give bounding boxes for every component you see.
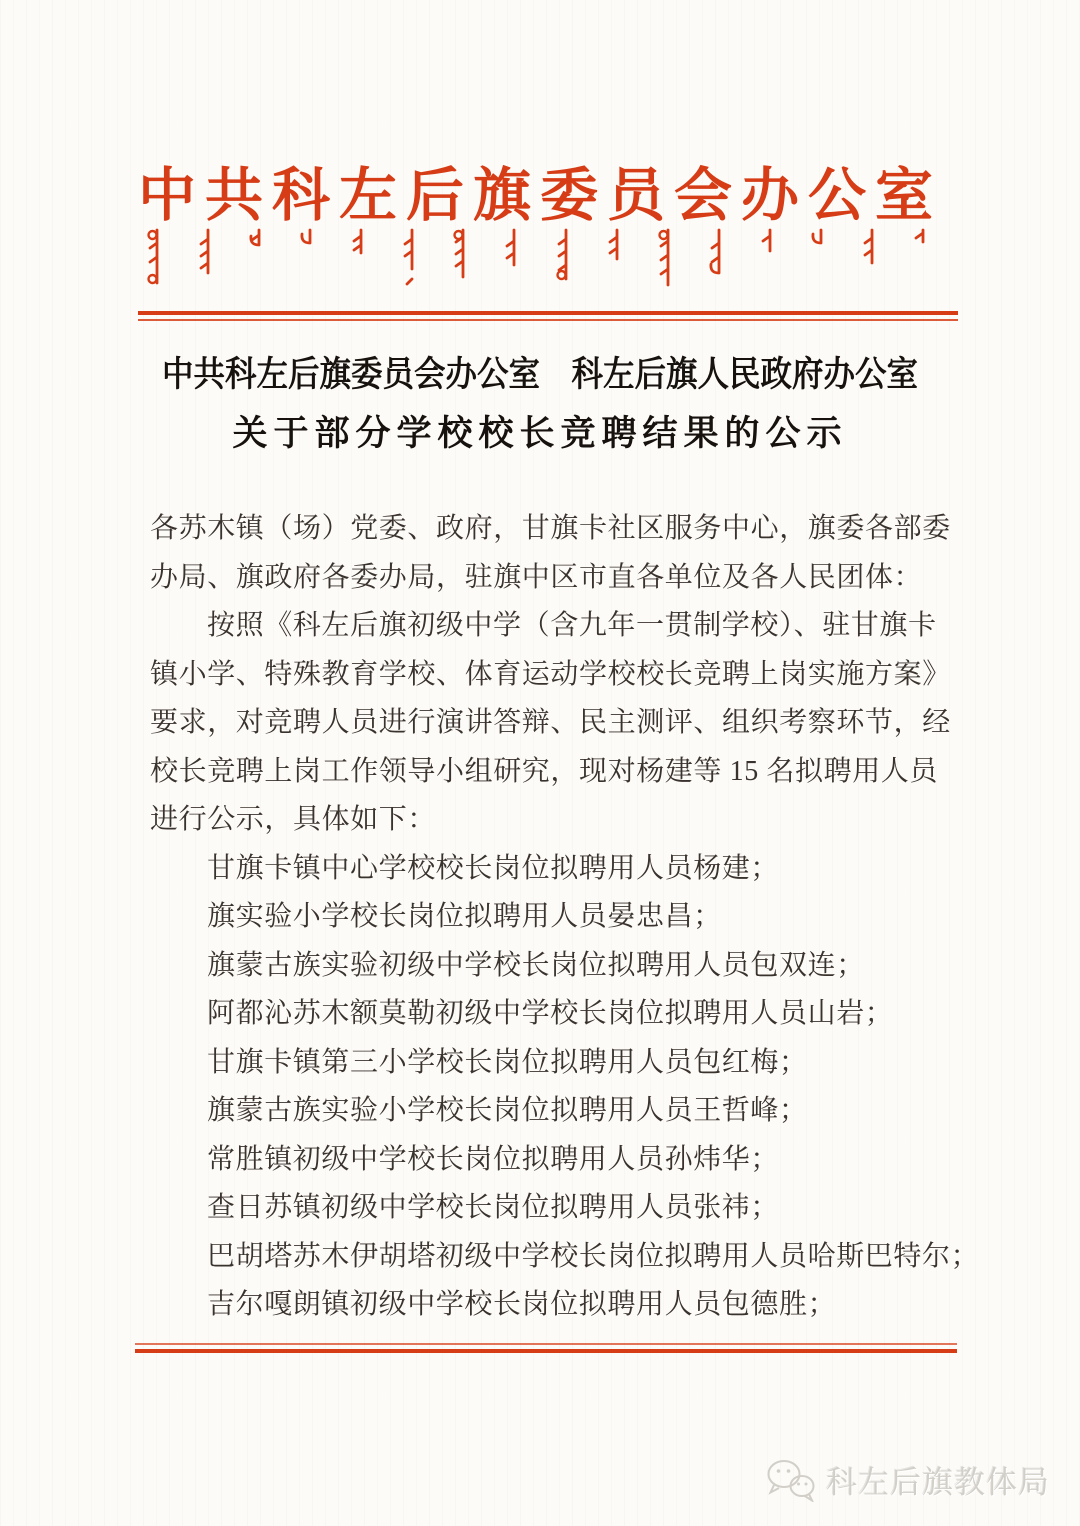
footer-divider-rule bbox=[135, 1343, 957, 1353]
mongolian-glyph bbox=[708, 227, 730, 313]
mongolian-glyph bbox=[401, 227, 423, 313]
document-title-line2: 关于部分学校校长竞聘结果的公示 bbox=[232, 414, 848, 453]
mongolian-glyph bbox=[606, 227, 628, 313]
body-text-line: 办局、旗政府各委办局，驻旗中区市直各单位及各人民团体： bbox=[150, 561, 923, 593]
wechat-icon bbox=[764, 1458, 818, 1502]
document-title-line1: 中共科左后旗委员会办公室 科左后旗人民政府办公室 bbox=[161, 355, 918, 394]
mongolian-glyph bbox=[555, 227, 577, 313]
mongolian-glyph bbox=[197, 227, 219, 313]
header-rule-thin-line bbox=[138, 319, 958, 321]
mongolian-glyph bbox=[350, 227, 372, 313]
body-text-line: 吉尔嘎朗镇初级中学校长岗位拟聘用人员包德胜； bbox=[207, 1289, 837, 1320]
body-text-line: 巴胡塔苏木伊胡塔初级中学校长岗位拟聘用人员哈斯巴特尔； bbox=[207, 1240, 980, 1272]
footer-rule-thin-line bbox=[135, 1343, 957, 1345]
footer-rule-thick-line bbox=[135, 1349, 957, 1353]
mongolian-glyph bbox=[452, 227, 474, 313]
mongolian-glyph bbox=[810, 227, 832, 313]
mongolian-glyph bbox=[503, 227, 525, 313]
mongolian-glyph bbox=[299, 227, 321, 313]
body-text-line: 要求，对竞聘人员进行演讲答辩、民主测评、组织考察环节，经 bbox=[150, 707, 951, 738]
mongolian-script-line bbox=[146, 227, 934, 315]
body-text-line: 校长竞聘上岗工作领导小组研究，现对杨建等 15 名拟聘用人员 bbox=[150, 755, 939, 787]
header-divider-rule bbox=[138, 311, 958, 321]
body-text-line: 按照《科左后旗初级中学（含九年一贯制学校）、驻甘旗卡 bbox=[207, 610, 937, 641]
body-text-line: 镇小学、特殊教育学校、体育运动学校校长竞聘上岗实施方案》 bbox=[150, 658, 951, 690]
watermark-label: 科左后旗教体局 bbox=[826, 1465, 1050, 1500]
document-title bbox=[0, 347, 1080, 456]
body-text-line: 阿都沁苏木额莫勒初级中学校长岗位拟聘用人员山岩； bbox=[207, 998, 894, 1029]
body-text-line: 甘旗卡镇中心学校校长岗位拟聘用人员杨建； bbox=[207, 852, 780, 884]
mongolian-glyph bbox=[861, 227, 883, 313]
body-text-line: 旗实验小学校长岗位拟聘用人员晏忠昌； bbox=[207, 901, 722, 932]
mongolian-glyph bbox=[912, 227, 934, 313]
document-body bbox=[150, 505, 980, 1330]
watermark bbox=[764, 1457, 1050, 1502]
body-text-line: 查日苏镇初级中学校长岗位拟聘用人员张祎； bbox=[207, 1192, 780, 1223]
body-text-line: 旗蒙古族实验小学校长岗位拟聘用人员王哲峰； bbox=[207, 1095, 808, 1126]
body-text-line: 甘旗卡镇第三小学校长岗位拟聘用人员包红梅； bbox=[207, 1046, 808, 1078]
letterhead-org-name: 中共科左后旗委员会办公室 bbox=[137, 163, 942, 228]
header-rule-thick-line bbox=[138, 311, 958, 315]
body-text-line: 各苏木镇（场）党委、政府，甘旗卡社区服务中心，旗委各部委 bbox=[150, 513, 951, 544]
body-text-line: 旗蒙古族实验初级中学校长岗位拟聘用人员包双连； bbox=[207, 949, 865, 981]
body-text-line: 进行公示，具体如下： bbox=[150, 804, 437, 835]
mongolian-glyph bbox=[146, 227, 168, 313]
mongolian-glyph bbox=[248, 227, 270, 313]
mongolian-glyph bbox=[759, 227, 781, 313]
body-text-line: 常胜镇初级中学校长岗位拟聘用人员孙炜华； bbox=[207, 1143, 780, 1175]
mongolian-glyph bbox=[657, 227, 679, 313]
